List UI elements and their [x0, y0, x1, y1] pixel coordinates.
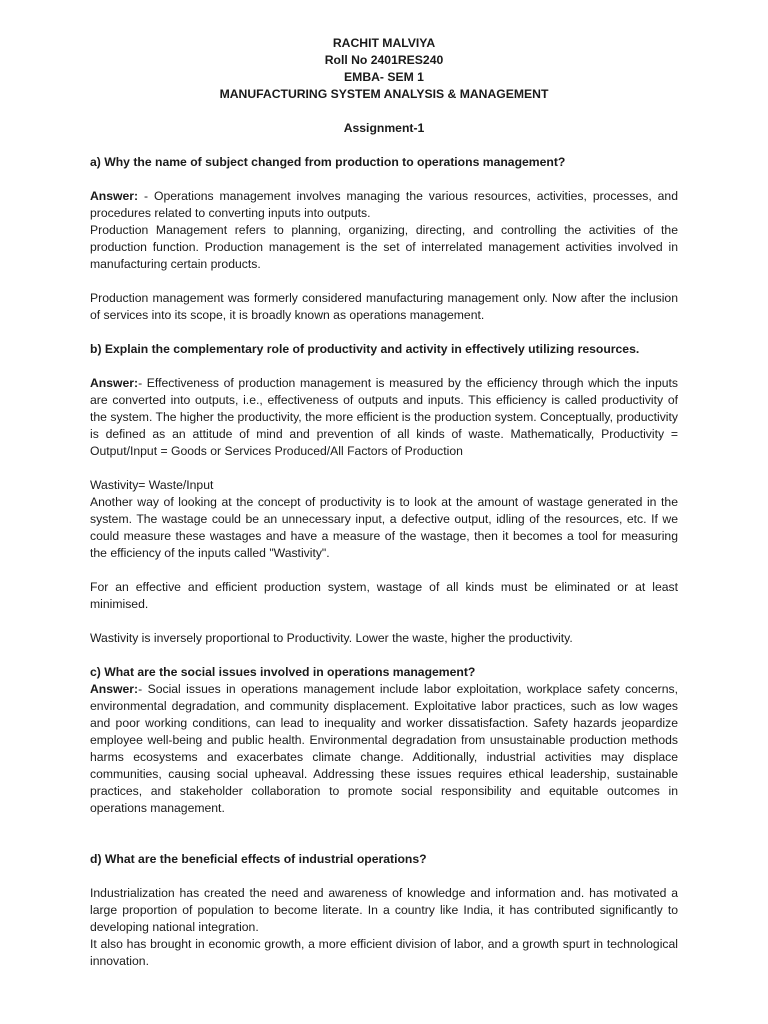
answer-text: - Operations management involves managing the various resources, activities, processes, and procedures related to converting inputs into outputs.	[90, 189, 678, 220]
answer-d-p1: Industrialization has created the need and awareness of knowledge and information and. has motivated a large proportion of population to become literate. In a country like India, it has contributed significantly to developing national integration.	[90, 886, 678, 934]
answer-c-p1	[90, 681, 678, 817]
question-b: b) Explain the complementary role of productivity and activity in effectively utilizing resources.	[90, 342, 640, 356]
subject-title: MANUFACTURING SYSTEM ANALYSIS & MANAGEMENT	[219, 87, 549, 101]
question-c: c) What are the social issues involved in operations management?	[90, 665, 476, 679]
document-page	[90, 35, 678, 970]
answer-text: - Social issues in operations management include labor exploitation, workplace safety concerns, environmental degradation, and community displacement. Exploitative labor practices, such as low wages and poor working conditions, can lead to inequality and worker dissatisfaction. Safety hazards jeopardize employee well-being and public health. Environmental degradation from unsustainable production methods harms ecosystems and exacerbates climate change. Additionally, industrial activities may displace communities, causing social upheaval. Addressing these issues requires ethical leadership, sustainable practices, and stakeholder collaboration to promote social responsibility and equitable outcomes in operations management.	[90, 682, 678, 815]
assignment-title: Assignment-1	[343, 121, 425, 135]
document-header	[90, 35, 678, 103]
author-name: RACHIT MALVIYA	[332, 36, 436, 50]
answer-text: - Effectiveness of production management is measured by the efficiency through which the inputs are converted into outputs, i.e., effectiveness of outputs and inputs. This efficiency is called productivity of the system. The higher the productivity, the more efficient is the production system. Conceptually, productivity is defined as an attitude of mind and prevention of all kinds of waste. Mathematically, Productivity = Output/Input = Goods or Services Produced/All Factors of Production	[90, 376, 678, 458]
answer-b-p5: Wastivity is inversely proportional to Productivity. Lower the waste, higher the productivity.	[90, 631, 573, 645]
answer-a-p1	[90, 188, 678, 222]
answer-label: Answer:	[90, 376, 139, 390]
answer-a-p2: Production Management refers to planning, organizing, directing, and controlling the activities of the production function. Production management is the set of interrelated management activities involved in manufacturing certain products.	[90, 223, 678, 271]
answer-d-p2: It also has brought in economic growth, a more efficient division of labor, and a growth spurt in technological innovation.	[90, 937, 678, 968]
answer-b-p1	[90, 375, 678, 460]
answer-label: Answer:	[90, 682, 139, 696]
answer-label: Answer:	[90, 189, 139, 203]
answer-b-p4: For an effective and efficient production system, wastage of all kinds must be eliminated or at least minimised.	[90, 580, 678, 611]
answer-a-p3: Production management was formerly considered manufacturing management only. Now after the inclusion of services into its scope, it is broadly known as operations management.	[90, 291, 678, 322]
program: EMBA- SEM 1	[344, 70, 424, 84]
answer-b-p3: Another way of looking at the concept of productivity is to look at the amount of wastage generated in the system. The wastage could be an unnecessary input, a defective output, idling of the resources, etc. If we could measure these wastages and have a measure of the wastage, then it becomes a tool for measuring the efficiency of the inputs called "Wastivity".	[90, 495, 678, 560]
roll-number: Roll No 2401RES240	[324, 53, 444, 67]
answer-b-p2: Wastivity= Waste/Input	[90, 478, 214, 492]
question-d: d) What are the beneficial effects of industrial operations?	[90, 852, 427, 866]
question-a: a) Why the name of subject changed from production to operations management?	[90, 155, 566, 169]
